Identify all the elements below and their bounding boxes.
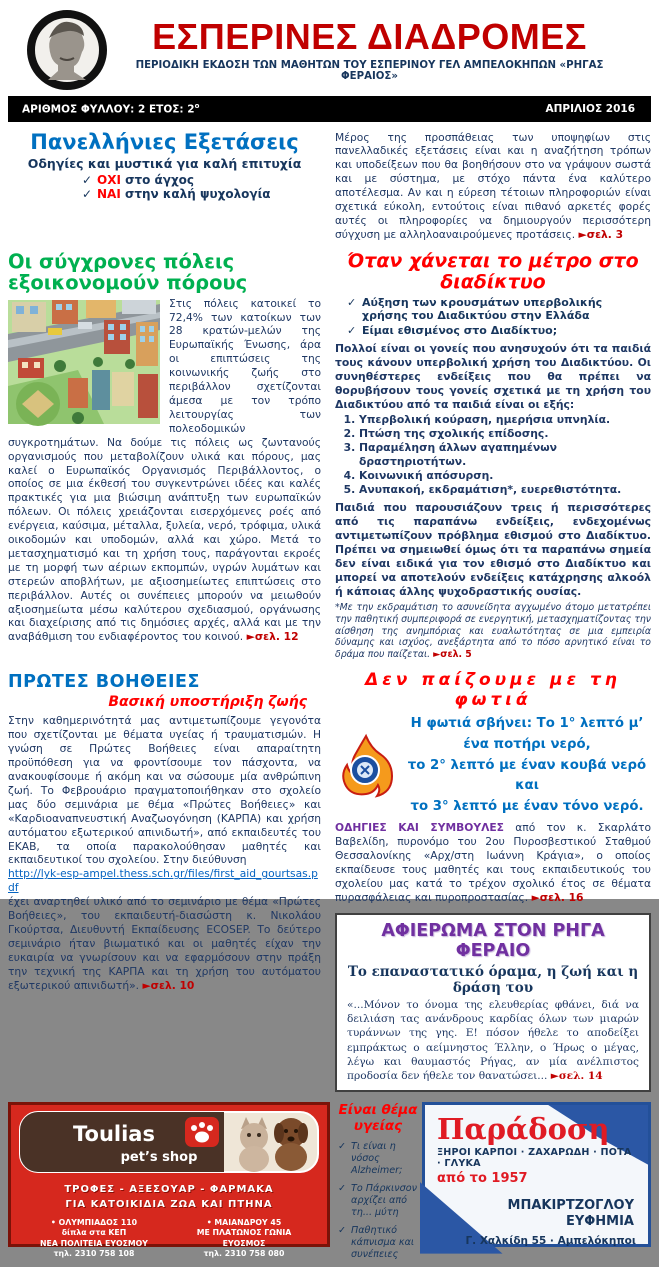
health-teaser-column — [330, 1102, 422, 1267]
pet-shop-address-2: • ΜΑΙΑΝΔΡΟΥ 45 ΜΕ ΠΛΑΤΩΝΟΣ ΓΩΝΙΑ ΕΥΟΣΜΟΣ τηλ. 2310 758 080 — [169, 1218, 319, 1260]
fire-slogan: Η φωτιά σβήνει: Το 1° λεπτό μ’ ένα ποτήρι νερό, το 2° λεπτό με έναν κουβά νερό και το 3° λεπτό με έναν τόνο νερό. — [407, 716, 647, 814]
page-title: ΕΣΠΕΡΙΝΕΣ ΔΙΑΔΡΟΜΕΣ — [152, 16, 587, 58]
first-aid-pdf-link[interactable]: http://lyk-esp-ampel.thess.sch.gr/files/first_aid_gourtsas.pdf — [8, 867, 318, 895]
tradition-shop-ad — [422, 1102, 651, 1247]
tradition-ad-content — [437, 1111, 638, 1248]
internet-signs-list — [359, 413, 651, 497]
health-title: Είναι θέμα υγείας — [338, 1101, 418, 1134]
first-aid-subtitle: Βασική υποστήριξη ζωής — [108, 694, 307, 711]
health-checklist — [338, 1141, 418, 1261]
check-item: ✓ ΝΑΙ στην καλή ψυχολογία — [80, 187, 321, 201]
page-ref: ►σελ. 12 — [246, 630, 299, 644]
page-ref: ►σελ. 3 — [578, 227, 624, 241]
cities-article — [8, 251, 328, 661]
list-item: 2. Πτώση της σχολικής επίδοσης. — [359, 427, 651, 441]
page-ref: ►σελ. 16 — [531, 890, 584, 904]
fire-lead: ΟΔΗΓΙΕΣ ΚΑΙ ΣΥΜΒΟΥΛΕΣ — [335, 821, 504, 835]
pet-shop-tagline: ΤΡΟΦΕΣ - ΑΞΕΣΟΥΑΡ - ΦΑΡΜΑΚΑ ΓΙΑ ΚΑΤΟΙΚΙΔΙΑ ΖΩΑ ΚΑΙ ΠΤΗΝΑ — [64, 1183, 274, 1210]
page-ref: ►σελ. 10 — [142, 978, 195, 992]
internet-paragraph-1: Πολλοί είναι οι γονείς που ανησυχούν ότι τα παιδιά τους κάνουν υπερβολική χρήση του Διαδικτύου. Οι συνηθέστερες ενδείξεις που θα πρέπει να θορυβήσουν τους γονείς σχετικά με τη χρήση του Διαδικτύου από τα παιδιά είναι οι εξής: — [335, 341, 651, 411]
exams-checklist — [80, 173, 321, 201]
tradition-address: Γ. Χαλκίδη 55 · Αμπελόκηποι — [465, 1235, 636, 1248]
internet-checklist — [345, 296, 651, 338]
fire-top — [335, 714, 651, 817]
page-ref: ►σελ. 5 — [433, 648, 472, 660]
internet-article — [328, 251, 651, 661]
first-aid-title: ΠΡΩΤΕΣ ΒΟΗΘΕΙΕΣ — [8, 672, 200, 693]
masthead-text — [114, 18, 645, 82]
exams-subtitle: Οδηγίες και μυστικά για καλή επιτυχία — [27, 155, 302, 171]
exams-block — [8, 131, 328, 242]
list-item: 3. Παραμέληση άλλων αγαπημένων δραστηριοτήτων. — [359, 441, 651, 469]
internet-footnote: *Με την εκδραμάτιση το ασυνείδητα αγχωμένο άτομο μετατρέπει την παθητική συμπεριφορά σε ενεργητική, μετασχηματίζοντας την αίσθηση της ανημπόριας και ευαλωτότητας σε μια εμπειρία δύναμης και ισχύος, ανεξάρτητα από το πόσο αρνητικό είναι το δράμα που παίζεται. ►σελ. 5 — [335, 602, 651, 660]
first-aid-body: Στην καθημερινότητά μας αντιμετωπίζουμε γεγονότα που σχετίζονται με θέματα υγείας ή τραυματισμών. Η γνώση σε Πρώτες Βοήθειες είναι απαραίτητη προϋπόθεση για να φροντίσουμε τον πάσχοντα, να ανακουφίσουμε ή ακόμη και να σώσουμε μία ανθρώπινη ζωή. Το Φεβρουάριο πραγματοποιήθηκαν στο σχολείο μας δύο σεμινάρια με θέμα «Πρώτες Βοήθειες» και «Καρδιοαναπνευστική Αναζωογόνηση (ΚΑΡΠΑ) και χρήση αυτόματου εξωτερικού απινιδωτή», από εκπαιδευτές του ΕΚΑΒ, τα οποία παρακολούθησαν μαθητές και εκπαιδευτικοί του σχολείου. Στην διεύθυνση http://lyk-esp-ampel.thess.sch.gr/files/first_aid_gourtsas.pdf έχει αναρτηθεί υλικό από το σεμινάριο με θέμα «Πρώτες Βοήθειες», του εκπαιδευτή-διασώστη κ. Νικολάου Γκούρτσα, Διευθυντή Εκπαίδευσης ECOSEP. Το δεύτερο σεμινάριο ήταν βιωματικό και οι μαθητές είχαν την ευκαιρία να γνωρίσουν και να εφαρμόσουν στην πράξη την τεχνική της ΚΑΡΠΑ και τη χρήση του αυτόματου εξωτερικού απινιδωτή». ►σελ. 10 — [8, 714, 321, 992]
tradition-owner: ΜΠΑΚΙΡΤΖΟΓΛΟΥ ΕΥΦΗΜΙΑ — [507, 1197, 634, 1229]
pet-shop-ad — [8, 1102, 330, 1259]
first-aid-article — [8, 672, 328, 1091]
page-ref: ►σελ. 14 — [550, 1070, 603, 1083]
list-item: 4. Κοινωνική απόσυρση. — [359, 469, 651, 483]
internet-title: Όταν χάνεται το μέτρο στο διαδίκτυο — [347, 249, 639, 293]
issue-date: ΑΠΡΙΛΙΟΣ 2016 — [545, 102, 635, 115]
check-item: ✓ Είμαι εθισμένος στο Διαδίκτυο; — [345, 324, 651, 338]
cat-icon — [239, 1117, 269, 1172]
pet-shop-addresses — [19, 1218, 319, 1260]
tradition-title: Παράδοση — [437, 1111, 610, 1146]
row-firstaid-fire — [8, 660, 651, 1091]
fire-department-logo — [335, 734, 397, 798]
fire-article — [335, 670, 651, 904]
internet-paragraph-2: Παιδιά που παρουσιάζουν τρεις ή περισσότερες από τις παραπάνω ενδείξεις, ενδεχομένως αντιμετωπίζουν πρόβλημα εθισμού στο Διαδίκτυο. Πρέπει να σημειωθεί όμως ότι τα παραπάνω σημεία δεν είναι ειδικά για τον εθισμό στο Διαδίκτυο και μπορεί να αποτελούν ενδείξεις κατάχρησης αλκοόλ ή κάποιας άλλης ψυχοδραστικής ουσίας. — [335, 501, 651, 599]
feraios-tribute-box — [335, 913, 651, 1092]
right-lower-column — [328, 660, 651, 1091]
bottom-row — [8, 1102, 651, 1267]
feraios-quote: «...Μόνον το όνομα της ελευθερίας φθάνει, διά να δειλιάση τας ανάνδρους καρδίας όλων των μιαρών τυράννων της γης. Ε! πόσον ήθελε το αποδείξει εμπράκτως ο αείμνηστος Έλλην, ο Ήρως ο μέγας, λέγω και θαυμαστός Ρήγας, αν μία ανέλπιστος προδοσία δεν ήθελε τον θανατώσει... ►σελ. 14 — [347, 998, 639, 1083]
tradition-since: από το 1957 — [437, 1170, 528, 1186]
masthead — [8, 0, 651, 90]
exams-intro-paragraph: Μέρος της προσπάθειας των υποψηφίων στις πανελλαδικές εξετάσεις είναι και η αναζήτηση τρόπων και υποδείξεων που θα βοηθήσουν στο να γράψουν σωστά και με σύστημα, με στόχο πάντα ένα καλύτερο αποτέλεσμα. Αν και η εύρεση τέτοιων πληροφοριών είναι σχετικά εύκολη, εντούτοις είναι πιθανό αρκετές φορές αυτές οι πληροφορίες να δημιουργούν περισσότερη σύγχυση με αλληλοαναιρούμενες προτάσεις. ►σελ. 3 — [335, 130, 651, 241]
feraios-subtitle: Το επαναστατικό όραμα, η ζωή και η δράση του — [347, 963, 639, 996]
issue-number: ΑΡΙΘΜΟΣ ΦΥΛΛΟΥ: 2 ΕΤΟΣ: $2^o$ — [22, 102, 200, 116]
check-item: ✓ Το Πάρκινσον αρχίζει από τη... μύτη — [338, 1183, 418, 1219]
page-subtitle: ΠΕΡΙΟΔΙΚΗ ΕΚΔΟΣΗ ΤΩΝ ΜΑΘΗΤΩΝ ΤΟΥ ΕΣΠΕΡΙΝΟΥ ΓΕΛ ΑΜΠΕΛΟΚΗΠΩΝ «ΡΗΓΑΣ ΦΕΡΑΙΟΣ» — [135, 59, 604, 82]
pet-shop-address-1: • ΟΛΥΜΠΙΑΔΟΣ 110 δίπλα στα ΚΕΠ ΝΕΑ ΠΟΛΙΤΕΙΑ ΕΥΟΣΜΟΥ τηλ. 2310 758 108 — [19, 1218, 169, 1260]
isometric-city-illustration — [8, 300, 160, 424]
paw-icon — [185, 1117, 219, 1147]
feraios-title: ΑΦΙΕΡΩΜΑ ΣΤΟΝ ΡΗΓΑ ΦΕΡΑΙΟ — [381, 920, 605, 961]
tradition-products: ΞΗΡΟΙ ΚΑΡΠΟΙ · ΖΑΧΑΡΩΔΗ · ΠΟΤΑ · ΓΛΥΚΑ — [437, 1146, 632, 1169]
svg-text:Toulias: Toulias — [73, 1121, 155, 1146]
rigas-feraios-portrait-logo — [20, 10, 114, 90]
check-item: ✓ ΟΧΙ στο άγχος — [80, 173, 321, 187]
fire-body: ΟΔΗΓΙΕΣ ΚΑΙ ΣΥΜΒΟΥΛΕΣ από τον κ. Σκαρλάτο Βαβελίδη, πυρονόμο του 2ου Πυροσβεστικού Σταθμού Θεσσαλονίκης «Αρχ/στη Ιωάννη Κράγια», ο οποίος εκπαίδευσε τους μαθητές και τους εκπαιδευτικούς του σχολείου μας κατά το τρέχον σχολικό έτος σε θέματα πυρασφάλειας και πυροπροστασίας. ►σελ. 16 — [335, 821, 651, 904]
fire-title: Δεν παίζουμε με τη φωτιά — [365, 670, 621, 711]
row-articles — [8, 242, 651, 661]
check-item: ✓ Παθητικό κάπνισμα και συνέπειες — [338, 1225, 418, 1261]
cities-title: Οι σύγχρονες πόλεις εξοικονομούν πόρους — [8, 249, 248, 295]
exams-title: Πανελλήνιες Εξετάσεις — [30, 129, 299, 154]
svg-text:pet’s shop: pet’s shop — [120, 1149, 198, 1165]
check-item: ✓ Τι είναι η νόσος Alzheimer; — [338, 1141, 418, 1177]
list-item: 5. Ανυπακοή, εκδραμάτιση*, ευερεθιστότητα. — [359, 483, 651, 497]
cities-body: Στις πόλεις κατοικεί το 72,4% των κατοίκων των 28 κρατών-μελών της Ευρωπαϊκής Ένωσης, άρα οι επιπτώσεις της κοινωνικής ζωής στο περιβάλλον σχετίζονται άμεσα με τον τρόπο λειτουργίας των πολεοδομικών συγκροτημάτων. Να δούμε τις πόλεις ως ζωντανούς οργανισμούς που μεταβολίζουν υλικά και πόρους, μας καλεί ο Ευρωπαϊκός Οργανισμός Περιβάλλοντος, ο οποίος σε μια έκθεσή του συγκεντρώνει ιδέες και καλές πρακτικές για μια βιώσιμη ανάπτυξη των ευρωπαϊκών πόλεων. Οι πόλεις χρειάζονται εισερχόμενες ροές από ενέργεια, καύσιμα, μέταλλα, ξυλεία, νερό, τρόφιμα, υλικά οικοδομών και υποδομών, αλλά και χώρο. Μετά το μετασχηματισμό και τη χρήση τους, παράγονται εκροές με τη μορφή των αέριων εκπομπών, υγρών λυμάτων και στερεών αποβλήτων, με αξιοσημείωτες επιπτώσεις στο περιβάλλον. Αυτές οι συνέπειες μπορούν να μειωθούν αξιοσημείωτα μέσω καλύτερου σχεδιασμού, οργάνωσης και διαχείρισης από τις δημόσιες αρχές, αλλά και με την αναβάθμιση του ενδιαφέροντος του κοινού. ►σελ. 12 — [8, 296, 321, 644]
row-exams — [8, 131, 651, 242]
check-item: ✓ Αύξηση των κρουσμάτων υπερβολικής χρήσης του Διαδικτύου στην Ελλάδα — [345, 296, 651, 324]
exams-intro-block — [328, 131, 651, 242]
list-item: 1. Υπερβολική κούραση, ημερήσια υπνηλία. — [359, 413, 651, 427]
issue-bar — [8, 96, 651, 122]
pet-shop-logo — [19, 1111, 319, 1173]
